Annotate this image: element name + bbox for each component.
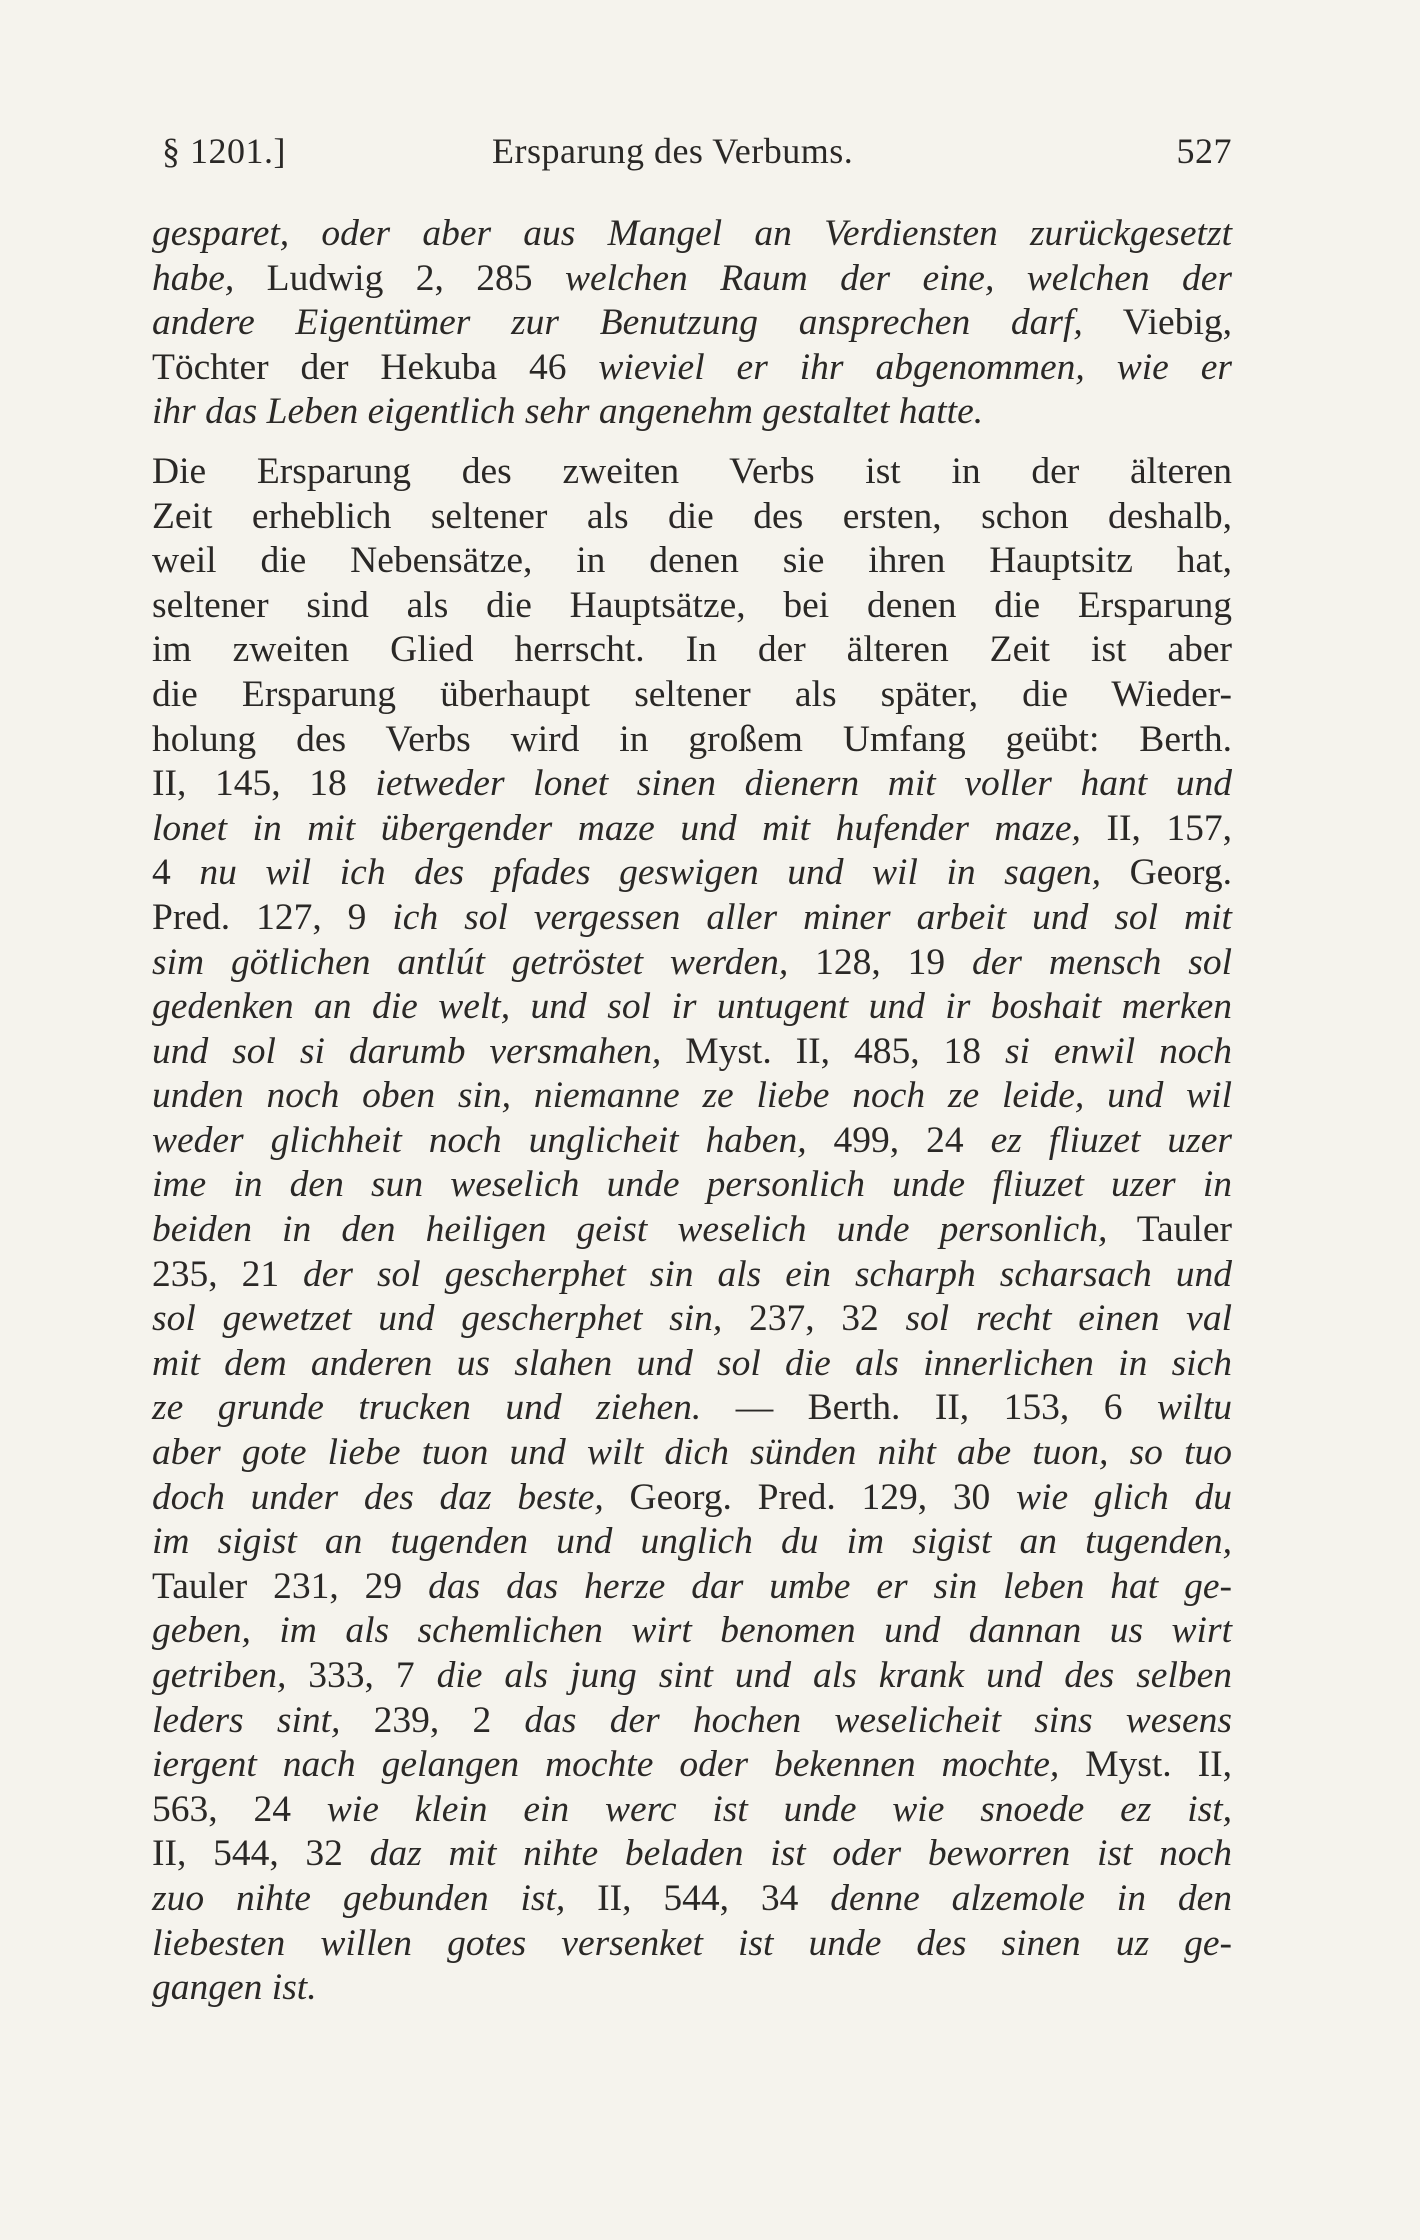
text-run: Töchter der Hekuba 46 xyxy=(152,346,599,388)
italic-quotation: gesparet, oder aber aus Mangel an Verdiensten zurückgesetzt xyxy=(152,213,1232,254)
italic-quotation: wieviel er ihr abgenommen, wie er xyxy=(598,346,1232,388)
italic-quotation: habe, xyxy=(152,257,235,299)
text-run: Myst. II, xyxy=(1059,1744,1232,1786)
italic-quotation: ihr das Leben eigentlich sehr angenehm gestaltet hatte. xyxy=(152,391,984,433)
text-line xyxy=(152,346,1232,391)
italic-quotation: iergent nach gelangen mochte oder bekennen mochte, xyxy=(152,1744,1060,1786)
italic-quotation: gedenken an die welt, und sol ir untugent und ir boshait merken xyxy=(152,986,1232,1028)
text-line xyxy=(152,1253,1232,1298)
body-text xyxy=(152,212,1232,2011)
text-line xyxy=(152,1877,1232,1922)
italic-quotation: zuo nihte gebunden ist, xyxy=(152,1877,566,1919)
italic-quotation: sim götlichen antlút getröstet werden, xyxy=(152,941,789,983)
text-line xyxy=(152,941,1232,986)
italic-quotation: geben, im als schemlichen wirt benomen und dannan us wirt xyxy=(152,1610,1232,1652)
text-run: Georg. xyxy=(1101,852,1232,894)
text-run: Viebig, xyxy=(1082,302,1232,344)
text-line xyxy=(152,1520,1232,1565)
text-line xyxy=(152,1163,1232,1208)
italic-quotation: wiltu xyxy=(1156,1387,1232,1429)
page-number: 527 xyxy=(1176,131,1232,171)
paragraph-continued xyxy=(152,212,1232,435)
italic-quotation: welchen Raum der eine, welchen der xyxy=(564,257,1232,299)
text-run: 235, 21 xyxy=(152,1253,304,1295)
text-line xyxy=(152,257,1232,302)
text-run: II, 544, 34 xyxy=(565,1877,831,1919)
text-line xyxy=(152,718,1232,763)
text-run: Tauler xyxy=(1107,1209,1232,1251)
section-marker: § 1201.] xyxy=(162,131,286,171)
text-line xyxy=(152,1832,1232,1877)
italic-quotation: das der hochen weselicheit sins wesens xyxy=(524,1699,1233,1741)
text-line xyxy=(152,301,1232,346)
text-run: seltener sind als die Hauptsätze, bei denen die Ersparung xyxy=(152,584,1232,626)
text-line xyxy=(152,1654,1232,1699)
italic-quotation: ez fliuzet uzer xyxy=(990,1119,1232,1161)
italic-quotation: und sol si darumb versmahen, xyxy=(152,1030,662,1072)
text-line xyxy=(152,584,1232,629)
italic-quotation: das das herze dar umbe er sin leben hat ge- xyxy=(428,1565,1233,1607)
text-run: die Ersparung überhaupt seltener als später, die Wieder- xyxy=(152,673,1232,715)
italic-quotation: gangen ist. xyxy=(152,1967,317,2009)
text-run: Myst. II, 485, 18 xyxy=(661,1030,1005,1072)
running-header xyxy=(152,130,1232,180)
text-run: Tauler 231, 29 xyxy=(152,1565,429,1607)
text-run: 333, 7 xyxy=(286,1655,437,1696)
text-line xyxy=(152,673,1232,718)
text-line xyxy=(152,1966,1232,2011)
text-line xyxy=(152,1743,1232,1788)
italic-quotation: liebesten willen gotes versenket ist unde des sinen uz ge- xyxy=(152,1922,1232,1964)
italic-quotation: daz mit nihte beladen ist oder beworren ist noch xyxy=(369,1833,1232,1875)
italic-quotation: denne alzemole in den xyxy=(830,1877,1232,1919)
text-line xyxy=(152,1119,1232,1164)
text-line xyxy=(152,628,1232,673)
text-line xyxy=(152,1386,1232,1431)
text-line xyxy=(152,1342,1232,1387)
text-line xyxy=(152,212,1232,257)
text-line xyxy=(152,1609,1232,1654)
text-line xyxy=(152,1208,1232,1253)
text-run: Zeit erheblich seltener als die des ersten, schon deshalb, xyxy=(152,495,1232,537)
text-line xyxy=(152,1476,1232,1521)
text-line xyxy=(152,896,1232,941)
text-line xyxy=(152,1565,1232,1610)
text-line xyxy=(152,1699,1232,1744)
italic-quotation: weder glichheit noch unglicheit haben, xyxy=(152,1119,807,1161)
paragraph-ersparung xyxy=(152,450,1232,2011)
text-run: Pred. 127, 9 xyxy=(152,896,393,938)
italic-quotation: si enwil noch xyxy=(1004,1030,1232,1072)
italic-quotation: mit dem anderen us slahen und sol die als innerlichen in sich xyxy=(152,1342,1232,1384)
text-line xyxy=(152,807,1232,852)
italic-quotation: sol recht einen val xyxy=(905,1298,1232,1340)
italic-quotation: aber gote liebe tuon und wilt dich sünden niht abe tuon, so tuo xyxy=(152,1432,1232,1474)
text-line xyxy=(152,1788,1232,1833)
text-run: II, 145, 18 xyxy=(152,763,376,805)
text-run: 128, 19 xyxy=(788,941,973,983)
italic-quotation: der sol gescherphet sin als ein scharph scharsach und xyxy=(303,1253,1232,1295)
italic-quotation: unden noch oben sin, niemanne ze liebe noch ze leide, und wil xyxy=(152,1075,1232,1117)
text-line xyxy=(152,450,1232,495)
text-line xyxy=(152,985,1232,1030)
italic-quotation: die als jung sint und als krank und des selben xyxy=(436,1655,1233,1696)
text-run: II, 157, xyxy=(1080,807,1232,849)
text-line xyxy=(152,1074,1232,1119)
text-run: 237, 32 xyxy=(722,1298,906,1340)
text-run: Ludwig 2, 285 xyxy=(234,257,565,299)
text-line xyxy=(152,1431,1232,1476)
italic-quotation: nu wil ich des pfades geswigen und wil in sagen, xyxy=(199,852,1102,894)
italic-quotation: sol gewetzet und gescherphet sin, xyxy=(152,1298,723,1340)
text-line xyxy=(152,762,1232,807)
text-run: im zweiten Glied herrscht. In der älteren Zeit ist aber xyxy=(152,629,1232,671)
italic-quotation: doch under des daz beste, xyxy=(152,1476,604,1518)
text-line xyxy=(152,539,1232,584)
italic-quotation: beiden in den heiligen geist weselich unde personlich, xyxy=(152,1209,1108,1251)
italic-quotation: ich sol vergessen aller miner arbeit und sol mit xyxy=(392,896,1232,938)
text-line xyxy=(152,1922,1232,1967)
running-title: Ersparung des Verbums. xyxy=(492,131,854,171)
text-run: 239, 2 xyxy=(340,1699,525,1741)
italic-quotation: wie glich du xyxy=(1016,1476,1233,1518)
paragraph-gap xyxy=(152,435,1232,450)
text-run: weil die Nebensätze, in denen sie ihren Hauptsitz hat, xyxy=(152,540,1232,582)
italic-quotation: lonet in mit übergender maze und mit hufender maze, xyxy=(152,807,1081,849)
text-line xyxy=(152,495,1232,540)
italic-quotation: getriben, xyxy=(152,1655,287,1696)
text-run: II, 544, 32 xyxy=(152,1833,370,1875)
text-run: 4 xyxy=(152,852,200,894)
text-run: 499, 24 xyxy=(806,1119,991,1161)
italic-quotation: wie klein ein werc ist unde wie snoede ez ist, xyxy=(326,1788,1233,1830)
text-run: 563, 24 xyxy=(152,1788,327,1830)
italic-quotation: ime in den sun weselich unde personlich unde fliuzet uzer in xyxy=(152,1164,1232,1206)
text-run: holung des Verbs wird in großem Umfang geübt: Berth. xyxy=(152,718,1232,760)
text-run: Die Ersparung des zweiten Verbs ist in der älteren xyxy=(152,450,1232,492)
text-run: — Berth. II, 153, 6 xyxy=(701,1387,1157,1429)
text-line xyxy=(152,851,1232,896)
text-run: Georg. Pred. 129, 30 xyxy=(603,1476,1017,1518)
italic-quotation: andere Eigentümer zur Benutzung ansprechen darf, xyxy=(152,302,1083,344)
italic-quotation: ze grunde trucken und ziehen. xyxy=(152,1387,702,1429)
italic-quotation: ietweder lonet sinen dienern mit voller hant und xyxy=(375,763,1233,805)
italic-quotation: leders sint, xyxy=(152,1699,341,1741)
text-line xyxy=(152,390,1232,435)
italic-quotation: der mensch sol xyxy=(972,941,1232,983)
italic-quotation: im sigist an tugenden und unglich du im sigist an tugenden, xyxy=(152,1521,1232,1563)
text-line xyxy=(152,1297,1232,1342)
text-line xyxy=(152,1030,1232,1075)
